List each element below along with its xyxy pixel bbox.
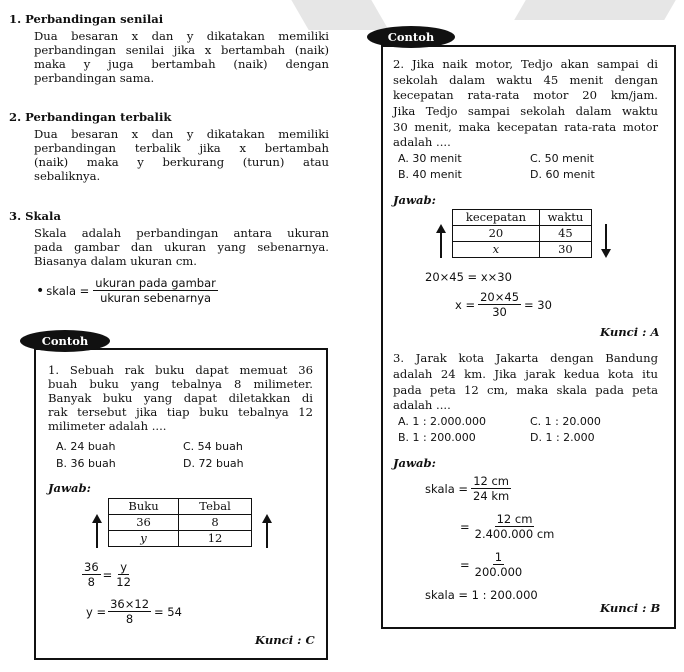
question-text: adalah .... [393, 398, 451, 412]
skala-step-1 [425, 474, 511, 503]
numerator: 20×45 [480, 290, 520, 304]
contoh-badge: Contoh [367, 26, 455, 48]
table-cell: 45 [539, 226, 591, 242]
equation-proportion [82, 560, 133, 589]
equation-rhs: = 30 [524, 297, 552, 312]
section-text: sebaliknya. [34, 169, 101, 183]
table-cell: 12 [179, 531, 252, 547]
ratio-table [452, 209, 592, 258]
formula-numerator: ukuran pada gambar [95, 276, 216, 290]
section-text: perbandingan terbalik jika x bertambah [34, 141, 329, 155]
table-cell: 36 [109, 515, 179, 531]
table-row [109, 499, 252, 515]
denominator: 8 [125, 612, 134, 626]
denominator: 24 km [473, 489, 510, 503]
watermark-shape [291, 0, 388, 30]
section-title-skala: 3. Skala [9, 209, 61, 223]
denominator: 200.000 [474, 565, 523, 579]
option-b[interactable]: B. 36 buah [56, 457, 116, 470]
contoh-badge: Contoh [20, 330, 110, 352]
jawab-label: Jawab: [393, 193, 436, 207]
formula-lhs: skala = [46, 283, 90, 298]
equation-rhs: = 54 [154, 604, 182, 619]
watermark-shape [514, 0, 676, 20]
formula-denominator: ukuran sebenarnya [100, 291, 212, 305]
table-header: Buku [109, 499, 179, 515]
table-row [453, 242, 592, 258]
ratio-table [108, 498, 252, 547]
question-text: 1. Sebuah rak buku dapat memuat 36 [48, 363, 313, 377]
section-text: Dua besaran x dan y dikatakan memiliki [34, 127, 329, 141]
denominator: 12 [116, 575, 131, 589]
option-b[interactable]: B. 1 : 200.000 [398, 431, 476, 444]
option-a[interactable]: A. 30 menit [398, 152, 462, 165]
question-text: adalah 24 km. Jika jarak kedua kota itu [393, 367, 658, 381]
equals-sign: = [460, 557, 470, 572]
table-header: Tebal [179, 499, 252, 515]
question-text: kecepatan rata-rata motor 20 km/jam. [393, 88, 658, 102]
question-text: Jika Tedjo sampai sekolah dalam waktu [393, 104, 658, 118]
question-text: 3. Jarak kota Jakarta dengan Bandung [393, 351, 658, 365]
question-text: Banyak buku yang dapat diletakkan di [48, 391, 313, 405]
formula-fraction [93, 276, 218, 305]
bullet-icon: • [36, 282, 45, 299]
section-title-terbalik: 2. Perbandingan terbalik [9, 110, 172, 124]
fraction [108, 597, 151, 626]
section-text: maka y juga bertambah (naik) dengan [34, 57, 329, 71]
section-text: perbandingan senilai jika x bertambah (naik) [34, 43, 329, 57]
option-c[interactable]: C. 54 buah [183, 440, 243, 453]
option-d[interactable]: D. 60 menit [530, 168, 595, 181]
equals-sign: = [102, 567, 113, 582]
equation-result [86, 597, 182, 626]
skala-result: skala = 1 : 200.000 [425, 588, 538, 602]
skala-step-3 [460, 550, 524, 579]
section-text: Biasanya dalam ukuran cm. [34, 254, 197, 268]
table-row [453, 226, 592, 242]
jawab-label: Jawab: [393, 456, 436, 470]
denominator: 8 [87, 575, 95, 589]
option-b[interactable]: B. 40 menit [398, 168, 462, 181]
table-cell: x [453, 242, 540, 258]
table-cell: 20 [453, 226, 540, 242]
equation-lhs: skala = [425, 481, 469, 496]
option-d[interactable]: D. 1 : 2.000 [530, 431, 595, 444]
question-text: sekolah dalam waktu 45 menit dengan [393, 73, 658, 87]
table-header: kecepatan [453, 210, 540, 226]
equals-sign: = [460, 519, 470, 534]
option-d[interactable]: D. 72 buah [183, 457, 244, 470]
option-c[interactable]: C. 1 : 20.000 [530, 415, 601, 428]
question-text: buah buku yang tebalnya 8 milimeter. [48, 377, 313, 391]
fraction [471, 474, 511, 503]
table-header: waktu [539, 210, 591, 226]
option-c[interactable]: C. 50 menit [530, 152, 594, 165]
fraction [114, 560, 133, 589]
section-text: Skala adalah perbandingan antara ukuran [34, 226, 329, 240]
table-row [453, 210, 592, 226]
section-text: (naik) maka y berkurang (turun) atau [34, 155, 329, 169]
table-row [109, 515, 252, 531]
numerator: 1 [494, 550, 503, 564]
skala-step-2 [460, 512, 556, 541]
fraction [473, 550, 525, 579]
answer-key: Kunci : C [255, 633, 315, 647]
numerator: 36 [84, 560, 99, 574]
numerator: 12 cm [473, 474, 510, 488]
table-cell: 8 [179, 515, 252, 531]
numerator: 36×12 [110, 597, 150, 611]
skala-formula [36, 276, 218, 305]
fraction [473, 512, 557, 541]
equation-cross: 20×45 = x×30 [425, 270, 512, 284]
table-cell: 30 [539, 242, 591, 258]
answer-key: Kunci : B [600, 601, 661, 615]
question-text: rak tersebut jika tiap buku tebalnya 12 [48, 405, 313, 419]
answer-key: Kunci : A [600, 325, 660, 339]
question-text: adalah .... [393, 135, 451, 149]
jawab-label: Jawab: [48, 481, 91, 495]
equation-lhs: y = [86, 604, 107, 619]
fraction [478, 290, 521, 319]
question-text: 2. Jika naik motor, Tedjo akan sampai di [393, 57, 658, 71]
equation-result [455, 290, 552, 319]
question-text: milimeter adalah .... [48, 419, 167, 433]
denominator: 2.400.000 cm [474, 527, 555, 541]
numerator: 12 cm [496, 512, 533, 526]
denominator: 30 [492, 305, 507, 319]
table-cell: y [109, 531, 179, 547]
option-a[interactable]: A. 24 buah [56, 440, 116, 453]
option-a[interactable]: A. 1 : 2.000.000 [398, 415, 487, 428]
table-row [109, 531, 252, 547]
section-text: Dua besaran x dan y dikatakan memiliki [34, 29, 329, 43]
equation-lhs: x = [455, 297, 476, 312]
section-title-senilai: 1. Perbandingan senilai [9, 12, 164, 26]
question-text: pada peta 12 cm, maka skala pada peta [393, 383, 658, 397]
numerator: y [120, 560, 127, 574]
section-text: perbandingan sama. [34, 71, 155, 85]
fraction [82, 560, 101, 589]
question-text: 30 menit, maka kecepatan rata-rata motor [393, 120, 658, 134]
section-text: pada gambar dan ukuran yang sebenarnya. [34, 240, 329, 254]
